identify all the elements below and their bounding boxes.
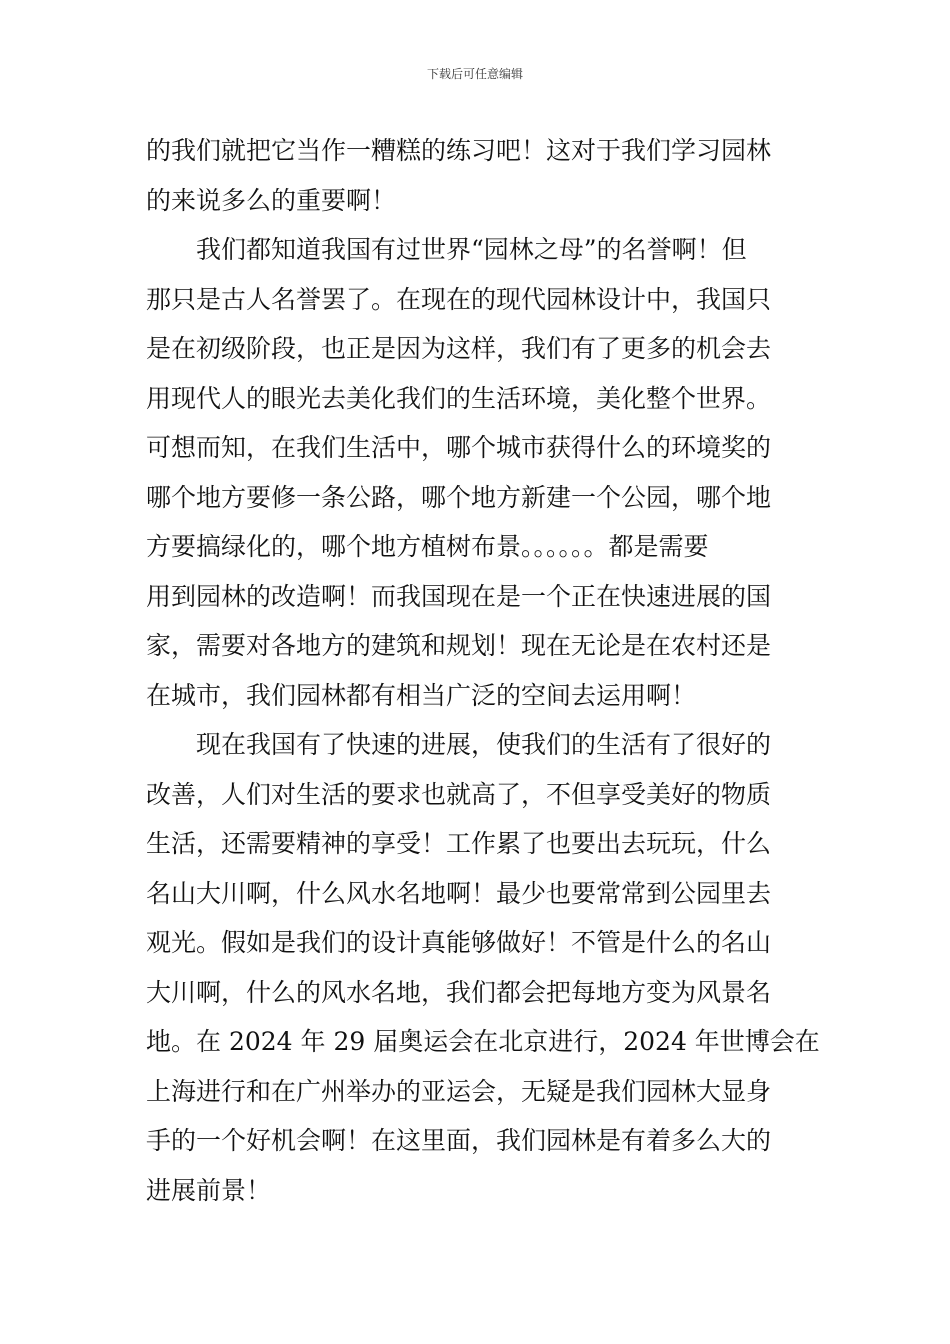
text-line: 那只是古人名誉罢了。在现在的现代园林设计中，我国只 [146, 284, 772, 314]
text-line: 是在初级阶段，也正是因为这样，我们有了更多的机会去 [146, 334, 772, 363]
text-line: 名山大川啊，什么风水名地啊！最少也要常常到公园里去 [146, 878, 772, 908]
text-line: 可想而知，在我们生活中，哪个城市获得什么的环境奖的 [146, 433, 772, 462]
text-line: 的来说多么的重要啊！ [146, 185, 397, 215]
text-line: 手的一个好机会啊！在这里面，我们园林是有着多么大的 [146, 1126, 772, 1155]
text-line: 上海进行和在广州举办的亚运会，无疑是我们园林大显身 [146, 1076, 772, 1106]
text-line: 用现代人的眼光去美化我们的生活环境，美化整个世界。 [146, 383, 772, 413]
text-line: 地。在 2024 年 29 届奥运会在北京进行，2024 年世博会在 [146, 1027, 820, 1056]
text-line: 用到园林的改造啊！而我国现在是一个正在快速进展的国 [146, 581, 772, 611]
page-header: 下载后可任意编辑 [426, 67, 523, 81]
text-line: 哪个地方要修一条公路，哪个地方新建一个公园，哪个地 [146, 482, 772, 512]
text-line: 现在我国有了快速的进展，使我们的生活有了很好的 [146, 730, 772, 759]
text-line: 我们都知道我国有过世界“园林之母”的名誉啊！但 [146, 235, 747, 264]
text-line: 改善，人们对生活的要求也就高了，不但享受美好的物质 [146, 779, 772, 809]
text-line: 进展前景！ [146, 1175, 272, 1205]
text-line: 生活，还需要精神的享受！工作累了也要出去玩玩，什么 [146, 829, 772, 858]
text-line: 观光。假如是我们的设计真能够做好！不管是什么的名山 [146, 928, 772, 957]
text-line: 方要搞绿化的，哪个地方植树布景。。。。。。都是需要 [146, 532, 709, 561]
text-line: 大川啊，什么的风水名地，我们都会把每地方变为风景名 [146, 977, 772, 1007]
text-line: 家，需要对各地方的建筑和规划！现在无论是在农村还是 [146, 631, 772, 660]
document-body [146, 126, 820, 1215]
text-line: 的我们就把它当作一糟糕的练习吧！这对于我们学习园林 [146, 136, 772, 165]
text-line: 在城市，我们园林都有相当广泛的空间去运用啊！ [146, 680, 697, 710]
